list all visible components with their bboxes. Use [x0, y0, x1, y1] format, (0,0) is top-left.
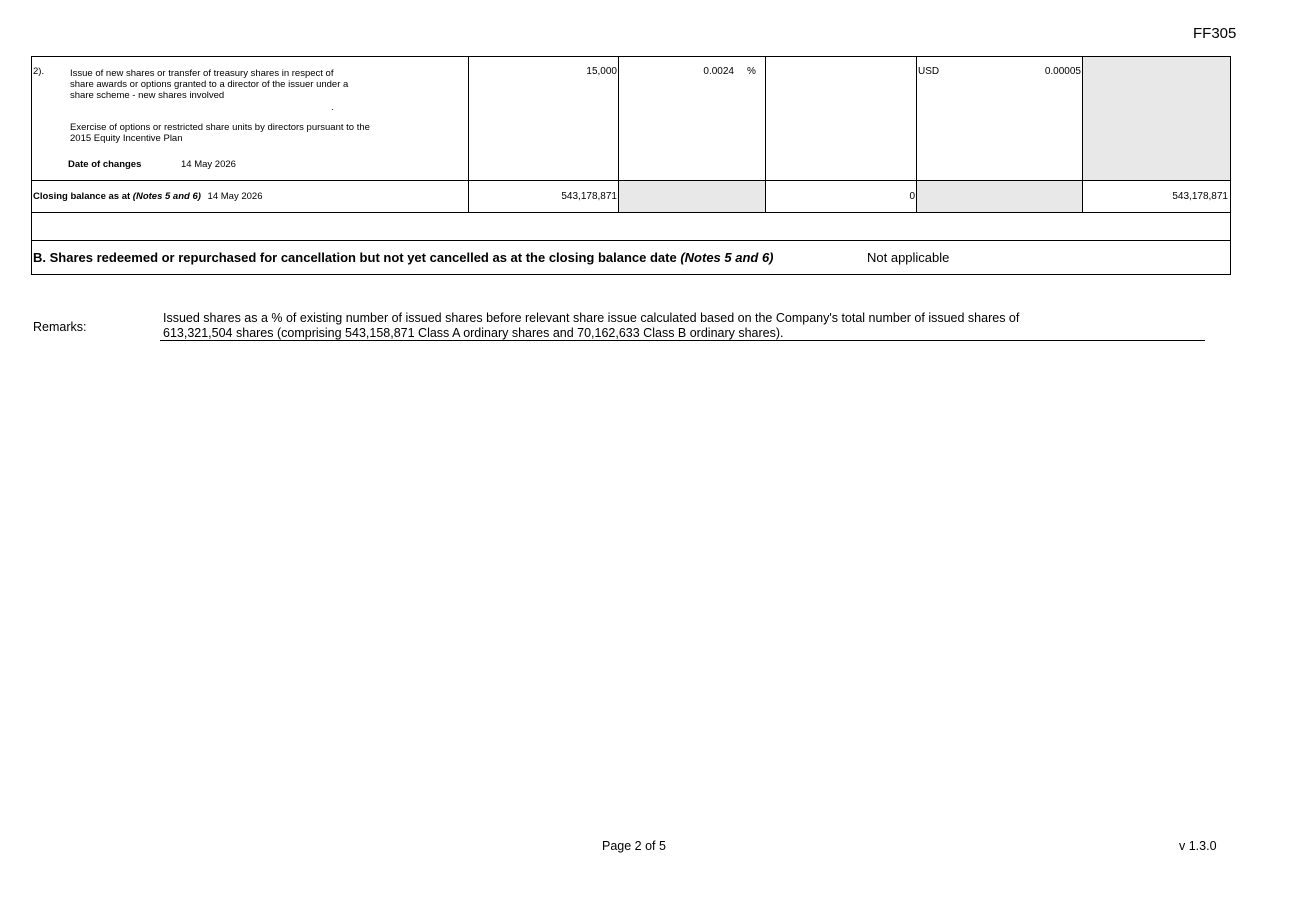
- row2-price: 0.00005: [1044, 66, 1081, 77]
- closing-treasury: 0: [909, 191, 915, 202]
- closing-shares: 543,178,871: [561, 191, 617, 202]
- closing-notes: (Notes 5 and 6): [132, 191, 201, 202]
- detail-line: 2015 Equity Incentive Plan: [70, 133, 183, 144]
- section-b-title: [33, 250, 774, 265]
- stray-dot: .: [331, 102, 334, 113]
- row2-percent: 0.0024: [703, 66, 734, 77]
- description-line: share scheme - new shares involved: [70, 90, 225, 101]
- row2-shares: 15,000: [586, 66, 617, 77]
- closing-label: Closing balance as at: [33, 191, 131, 202]
- remarks-line: Issued shares as a % of existing number of issued shares before relevant share issue calculated based on the Company's total number of issued shares of: [163, 311, 1020, 325]
- remarks-text: [163, 311, 1203, 341]
- description-line: share awards or options granted to a director of the issuer under a: [70, 79, 349, 90]
- section-b-value: Not applicable: [867, 250, 950, 265]
- closing-balance-label: [33, 191, 262, 202]
- remarks-line: 613,321,504 shares (comprising 543,158,871 Class A ordinary shares and 70,162,633 Class B ordinary shares).: [163, 326, 784, 340]
- date-of-changes-value: 14 May 2026: [181, 159, 236, 170]
- remarks-underline: [160, 340, 1205, 341]
- page-number: Page 2 of 5: [602, 839, 666, 853]
- shares-table: [31, 56, 1231, 275]
- section-b-notes: (Notes 5 and 6): [680, 250, 774, 265]
- shaded-cell-row2-last: [1083, 57, 1231, 180]
- closing-date: 14 May 2026: [207, 191, 263, 202]
- row2-currency: USD: [918, 66, 940, 77]
- date-of-changes-label: Date of changes: [68, 159, 142, 170]
- detail-line: Exercise of options or restricted share units by directors pursuant to the: [70, 122, 370, 133]
- form-code: FF305: [1193, 25, 1237, 42]
- section-b-heading: B. Shares redeemed or repurchased for cancellation but not yet cancelled as at the closing balance date: [33, 250, 677, 265]
- version-label: v 1.3.0: [1179, 839, 1217, 853]
- description-line: Issue of new shares or transfer of treasury shares in respect of: [70, 68, 334, 79]
- closing-total: 543,178,871: [1172, 191, 1228, 202]
- row2-description: [70, 68, 410, 101]
- row2-detail: [70, 122, 450, 144]
- row-number: 2).: [33, 66, 45, 77]
- remarks-label: Remarks:: [33, 320, 87, 334]
- row2-percent-sign: %: [747, 66, 756, 77]
- shaded-cell-closing-price: [917, 181, 1082, 212]
- shaded-cell-closing-pct: [619, 181, 765, 212]
